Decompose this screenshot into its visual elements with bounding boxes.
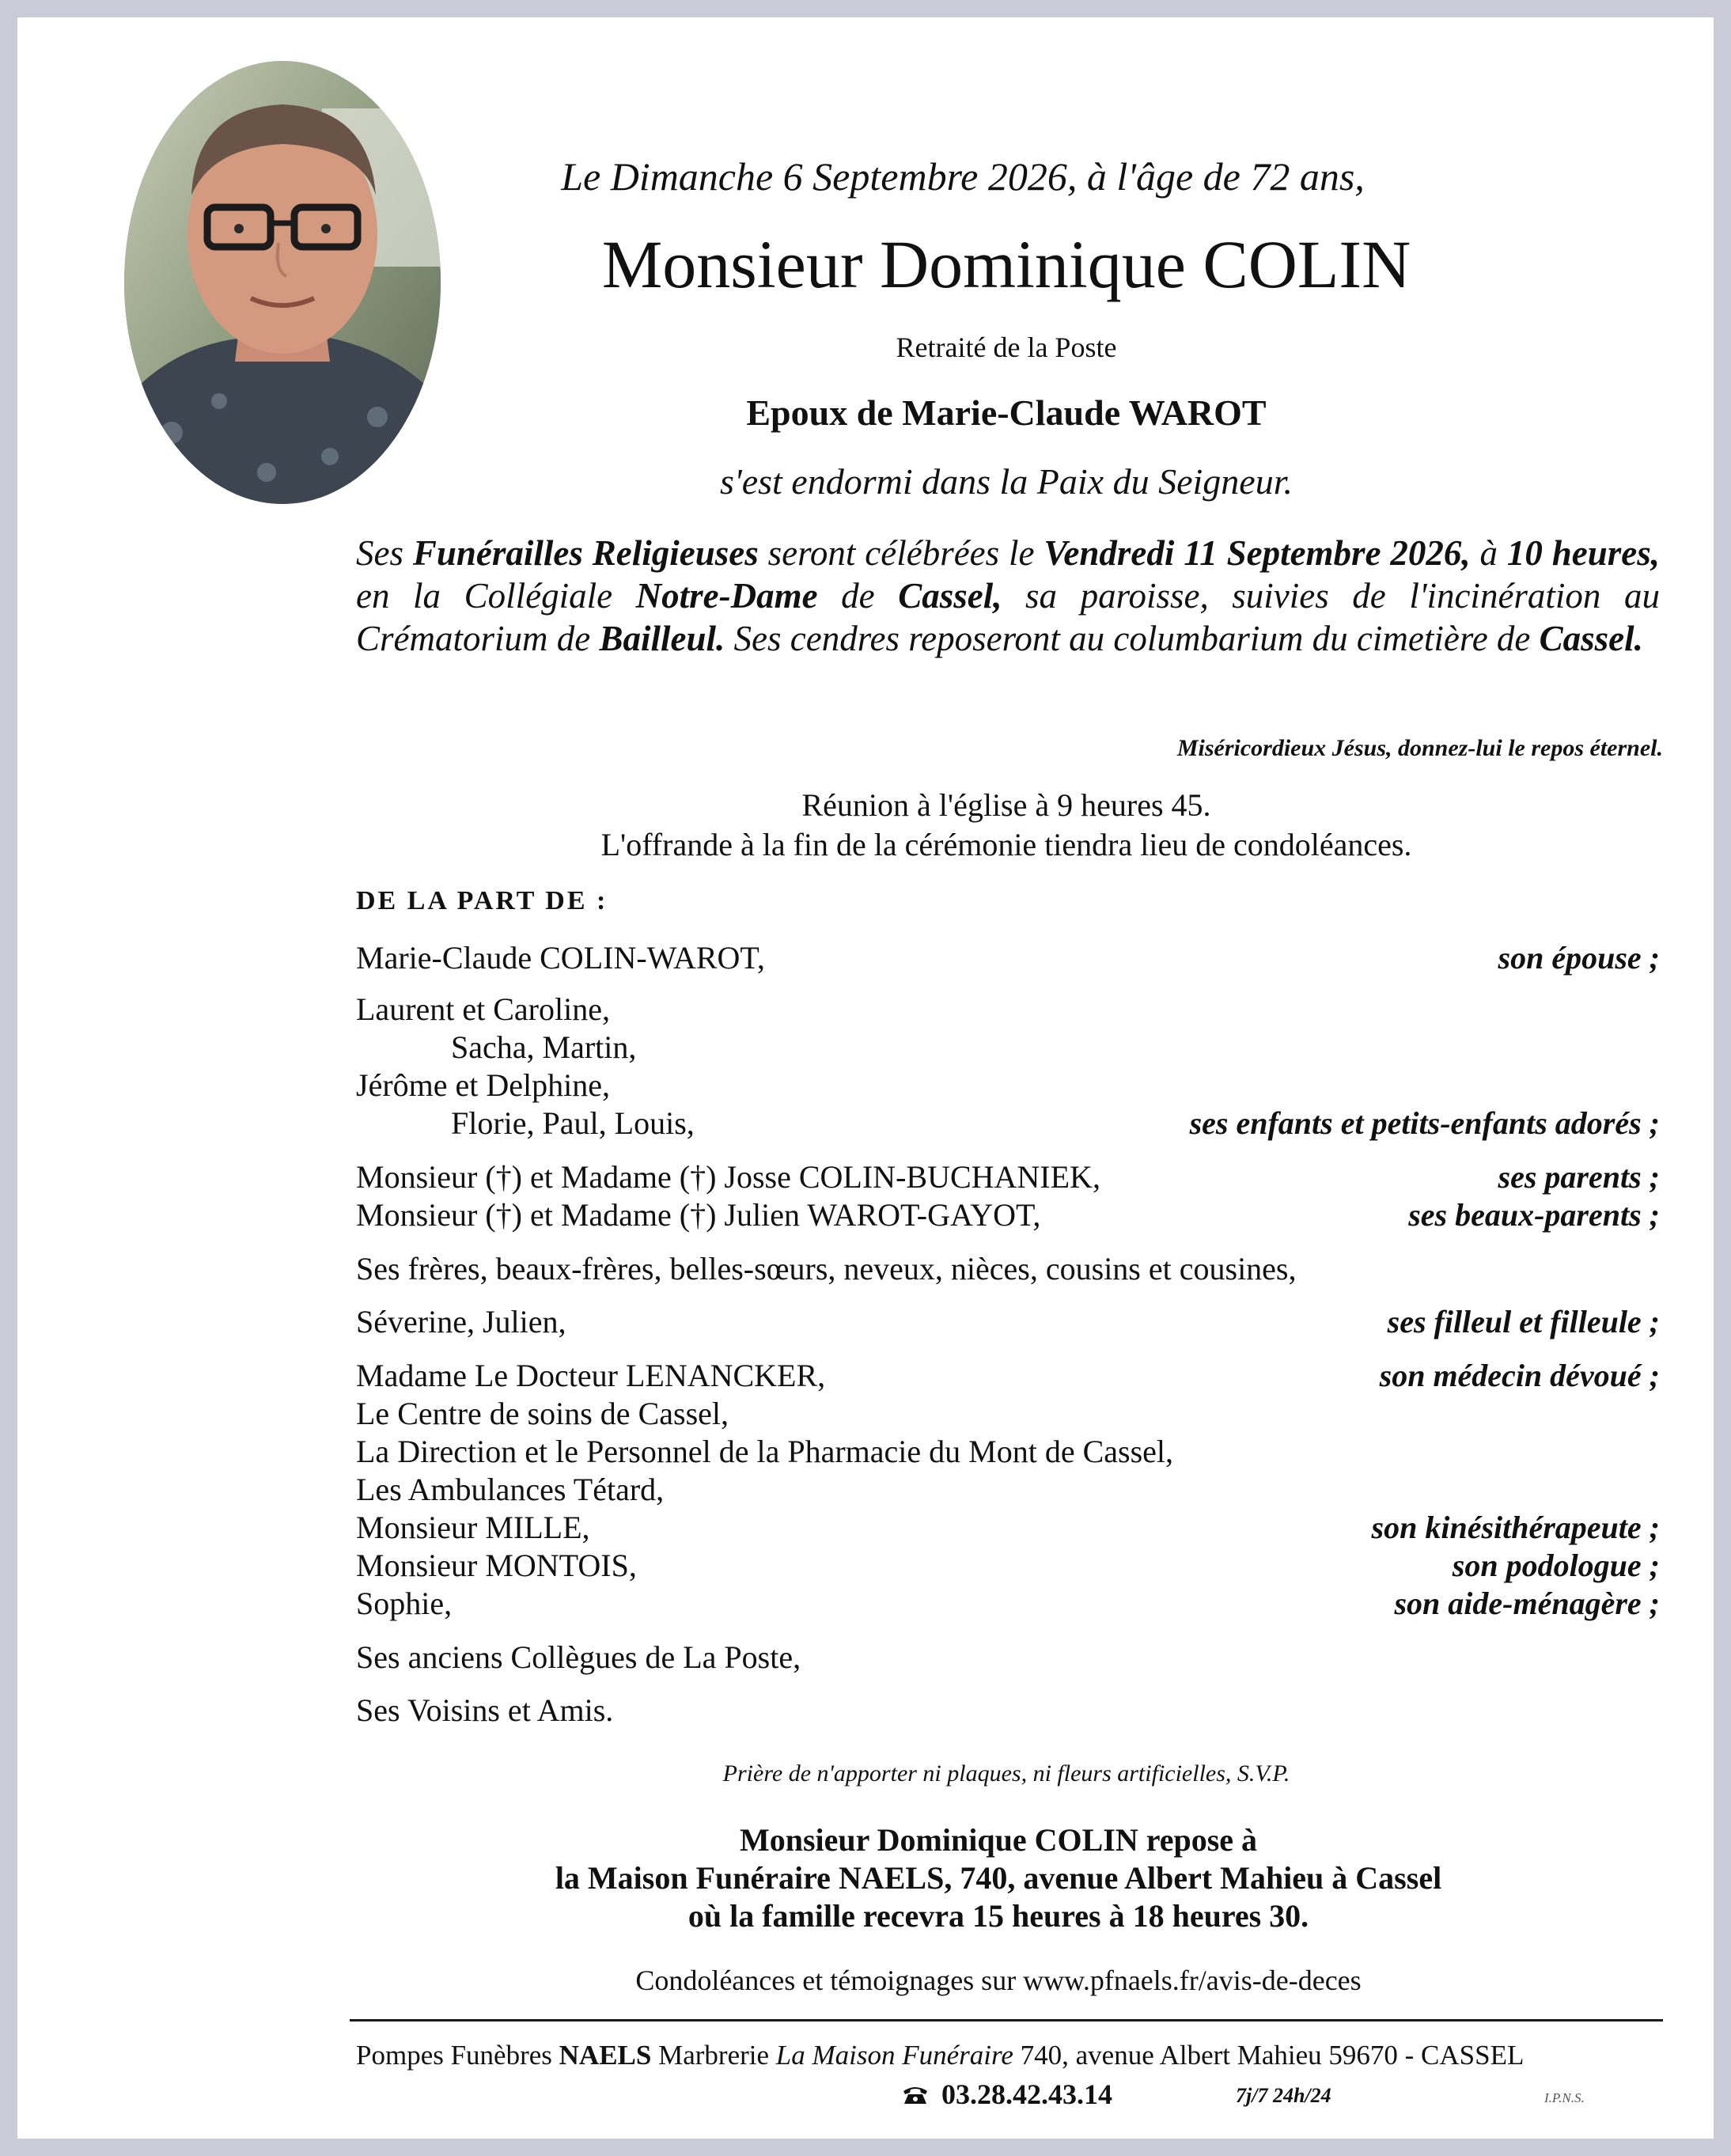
cemetery-town: Cassel.: [1539, 619, 1643, 658]
funeral-text: Funérailles Religieuses: [412, 533, 759, 573]
footer-address: [356, 2040, 1524, 2071]
telephone-icon: [902, 2085, 929, 2105]
prayer-line: Miséricordieux Jésus, donnez-lui le repos éternel.: [1176, 735, 1663, 761]
funeral-church: Notre-Dame: [635, 576, 818, 616]
family-relation: son épouse ;: [1498, 940, 1660, 976]
family-relation: son podologue ;: [1452, 1548, 1660, 1583]
family-row: [356, 1585, 1660, 1621]
funeral-time: 10 heures,: [1506, 533, 1660, 573]
funeral-text: en la Collégiale: [356, 576, 636, 616]
family-row: [356, 1158, 1660, 1195]
printer-mark: I.P.N.S.: [1544, 2090, 1585, 2105]
spouse-line: Epoux de Marie-Claude WAROT: [746, 392, 1267, 433]
family-name: Ses anciens Collègues de La Poste,: [356, 1639, 801, 1675]
family-row: [356, 1395, 1660, 1431]
rests-at-line: Monsieur Dominique COLIN repose à: [739, 1822, 1258, 1858]
funeral-text: sa paroisse, suivies de l'incinération au Crématorium de: [356, 576, 1660, 658]
family-row: [356, 1547, 1660, 1583]
family-row: [356, 1196, 1660, 1233]
offering-line: L'offrande à la fin de la cérémonie tiendra lieu de condoléances.: [600, 827, 1412, 862]
family-relation: ses filleul et filleule ;: [1387, 1304, 1660, 1339]
obituary-page: [17, 17, 1714, 2139]
funeral-paragraph: [356, 532, 1660, 660]
footer-text: Marbrerie: [651, 2040, 776, 2071]
family-name: Jérôme et Delphine,: [356, 1067, 610, 1103]
family-row: [356, 1357, 1660, 1393]
family-name: Les Ambulances Tétard,: [356, 1472, 665, 1507]
funeral-text: Ses: [356, 533, 413, 573]
meeting-line: Réunion à l'église à 9 heures 45.: [801, 787, 1211, 823]
funeral-town: Cassel,: [898, 576, 1002, 616]
footer-text: 740, avenue Albert Mahieu 59670 - CASSEL: [1013, 2040, 1525, 2071]
crematorium-town: Bailleul.: [599, 619, 725, 658]
family-row: [356, 1433, 1660, 1469]
family-name: Sacha, Martin,: [451, 1029, 637, 1065]
funeral-date: Vendredi 11 Septembre 2026,: [1044, 533, 1471, 573]
family-row: [356, 1639, 1660, 1675]
family-relation: ses parents ;: [1498, 1159, 1660, 1195]
footer-divider: [350, 2019, 1663, 2021]
family-row: [356, 1029, 1660, 1065]
occupation-line: Retraité de la Poste: [896, 332, 1117, 363]
funeral-text: à: [1470, 533, 1507, 573]
family-name: Sophie,: [356, 1586, 453, 1621]
family-row: [356, 1303, 1660, 1339]
family-relation: ses enfants et petits-enfants adorés ;: [1189, 1105, 1660, 1141]
family-row: [356, 1692, 1660, 1728]
family-row: [356, 939, 1660, 976]
family-relation: son aide-ménagère ;: [1394, 1586, 1660, 1621]
family-name: Monsieur (†) et Madame (†) Josse COLIN-BUCHANIEK,: [356, 1159, 1100, 1195]
rests-at-line: où la famille recevra 15 heures à 18 heures 30.: [687, 1898, 1309, 1934]
funeral-text: de: [817, 576, 899, 616]
footer-brand: NAELS: [559, 2040, 652, 2071]
family-name: La Direction et le Personnel de la Pharmacie du Mont de Cassel,: [356, 1434, 1174, 1469]
rests-at-line: la Maison Funéraire NAELS, 740, avenue Albert Mahieu à Cassel: [555, 1860, 1442, 1896]
portrait-icon: [124, 61, 441, 504]
family-name: Florie, Paul, Louis,: [451, 1105, 695, 1141]
family-row: [356, 1067, 1660, 1103]
portrait-photo: [124, 61, 441, 504]
family-relation: ses beaux-parents ;: [1408, 1197, 1660, 1233]
part-title: DE LA PART DE :: [356, 886, 608, 915]
rests-at-block: [366, 1821, 1631, 1935]
deceased-name: Monsieur Dominique COLIN: [601, 226, 1411, 302]
footer-phone: [902, 2078, 1112, 2111]
family-name: Séverine, Julien,: [356, 1304, 566, 1339]
family-relation: son kinésithérapeute ;: [1371, 1510, 1660, 1545]
family-row: [356, 991, 1660, 1027]
footer-house: La Maison Funéraire: [775, 2040, 1013, 2071]
rest-line: s'est endormi dans la Paix du Seigneur.: [719, 461, 1294, 502]
family-row: [356, 1250, 1660, 1286]
family-name: Marie-Claude COLIN-WAROT,: [356, 940, 765, 976]
date-line: Le Dimanche 6 Septembre 2026, à l'âge de 72 ans,: [561, 154, 1365, 199]
no-plaques-line: Prière de n'apporter ni plaques, ni fleurs artificielles, S.V.P.: [722, 1760, 1290, 1787]
family-name: Ses Voisins et Amis.: [356, 1692, 614, 1728]
footer-text: Pompes Funèbres: [356, 2040, 559, 2071]
family-name: Monsieur MILLE,: [356, 1510, 590, 1545]
funeral-text: seront célébrées le: [758, 533, 1044, 573]
family-row: [356, 1471, 1660, 1507]
funeral-text: Ses cendres reposeront au columbarium du cimetière de: [725, 619, 1540, 658]
condolences-line: Condoléances et témoignages sur www.pfnaels.fr/avis-de-deces: [635, 1965, 1362, 1996]
family-name: Le Centre de soins de Cassel,: [356, 1396, 729, 1431]
opening-hours: 7j/7 24h/24: [1236, 2084, 1331, 2107]
family-relation: son médecin dévoué ;: [1379, 1358, 1660, 1393]
family-name: Monsieur (†) et Madame (†) Julien WAROT-GAYOT,: [356, 1197, 1041, 1233]
phone-number: 03.28.42.43.14: [941, 2078, 1112, 2110]
family-row: [356, 1105, 1660, 1141]
family-name: Laurent et Caroline,: [356, 991, 610, 1027]
family-name: Ses frères, beaux-frères, belles-sœurs, neveux, nièces, cousins et cousines,: [356, 1251, 1297, 1286]
family-row: [356, 1509, 1660, 1545]
family-name: Madame Le Docteur LENANCKER,: [356, 1358, 826, 1393]
family-name: Monsieur MONTOIS,: [356, 1548, 637, 1583]
